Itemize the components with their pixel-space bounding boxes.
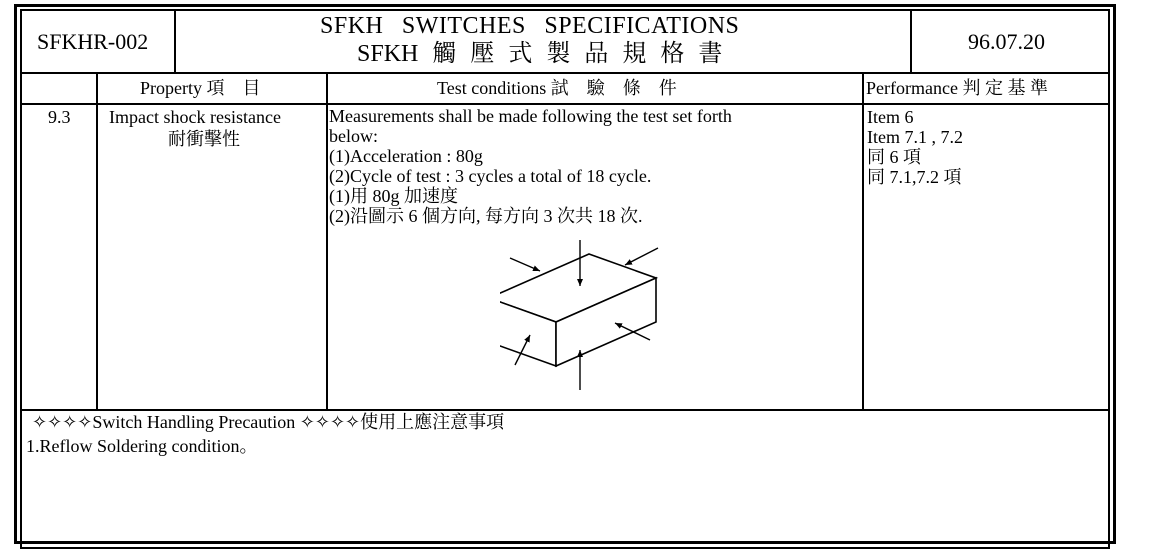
test-conditions-text <box>329 106 732 226</box>
doc-code: SFKHR-002 <box>37 29 149 54</box>
condition-line: Measurements shall be made following the test set forth <box>329 106 732 126</box>
title-chinese: SFKH 觸 壓 式 製 品 規 格 書 <box>357 41 723 67</box>
header-divider-left <box>174 9 176 73</box>
header-divider-right <box>910 9 912 73</box>
condition-line: (2)沿圖示 6 個方向, 每方向 3 次共 18 次. <box>329 206 643 226</box>
property-chinese: 耐衝擊性 <box>168 129 240 149</box>
col-header-test-conditions: Test conditions 試 驗 條 件 <box>437 78 677 98</box>
col-divider-1 <box>96 72 98 410</box>
column-header-bottom-line <box>20 103 1110 105</box>
col-header-performance: Performance 判 定 基 準 <box>866 78 1048 98</box>
performance-line: Item 7.1 , 7.2 <box>867 127 963 147</box>
arrow-upper-right <box>625 248 658 265</box>
condition-line: (1)用 80g 加速度 <box>329 186 458 206</box>
condition-line: below: <box>329 126 378 146</box>
col-divider-2 <box>326 72 328 410</box>
performance-line: 同 6 項 <box>867 147 921 167</box>
property-english: Impact shock resistance <box>109 107 281 127</box>
col-divider-3 <box>862 72 864 410</box>
row-number: 9.3 <box>48 107 71 127</box>
condition-line: (1)Acceleration : 80g <box>329 146 483 166</box>
impact-direction-figure <box>500 240 670 395</box>
title-english: SFKH SWITCHES SPECIFICATIONS <box>320 13 740 39</box>
performance-text <box>867 107 963 187</box>
doc-date: 96.07.20 <box>968 29 1045 54</box>
arrow-upper-left <box>510 258 540 271</box>
table-bottom-line <box>20 409 1110 411</box>
performance-line: Item 6 <box>867 107 914 127</box>
col-header-property: Property 項 目 <box>140 78 261 98</box>
precaution-item-1: 1.Reflow Soldering condition。 <box>26 436 258 456</box>
performance-line: 同 7.1,7.2 項 <box>867 167 962 187</box>
header-bottom-line <box>20 72 1110 74</box>
precaution-heading: ✧✧✧✧Switch Handling Precaution ✧✧✧✧使用上應注意事項 <box>32 412 505 432</box>
condition-line: (2)Cycle of test : 3 cycles a total of 18 cycle. <box>329 166 652 186</box>
